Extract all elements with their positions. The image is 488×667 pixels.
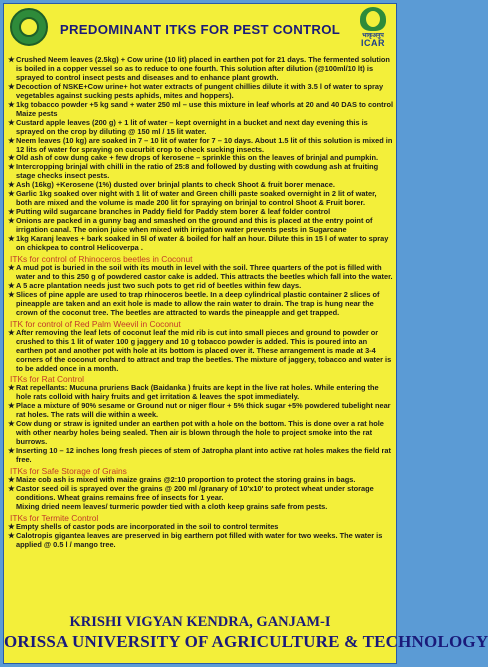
list-item-text: Rat repellants: Mucuna pruriens Back (Baidanka ) fruits are kept in the live rat holes. While entering the hole rats colloid with hairy fruits and get irritation & leaves the spot immediately. — [16, 383, 379, 402]
list-item-text: Onions are packed in a gunny bag and smashed on the ground and this is placed at the entry point of irrigation canal. The onion juice when mixed with irrigation water prevents pests in Sugarcane — [16, 216, 373, 235]
list-item — [8, 101, 394, 119]
section-heading: ITK for control of Red Palm Weevil in Coconut — [10, 318, 181, 329]
icar-text: ICAR — [361, 38, 385, 48]
list-item — [8, 264, 394, 282]
list-item-text: Garlic 1kg soaked over night with 1 lit of water and Green chilli paste soaked overnight in 2 lit of water, both are mixed and the volume is made 200 lit for spraying on brinjal to control Shoot & Fruit borer. — [16, 189, 377, 208]
list-item-text: A mud pot is buried in the soil with its mouth in level with the soil. Three quarters of the pot is filled with water and to this 250 g of powdered castor cake is added. This attracts the beetles which fall into the water. — [16, 262, 393, 281]
header — [4, 4, 396, 58]
list-item-text: Ash (16kg) +Kerosene (1%) dusted over brinjal plants to check Shoot & fruit borer menace. — [16, 180, 335, 190]
star-bullet-icon: ★ — [8, 289, 15, 299]
list-item — [8, 329, 394, 374]
star-bullet-icon: ★ — [8, 189, 15, 199]
star-bullet-icon: ★ — [8, 153, 15, 163]
seal-inner — [19, 17, 39, 37]
footer-university-name: ORISSA UNIVERSITY OF AGRICULTURE & TECHNOLOGY — [4, 632, 488, 651]
list-item — [8, 384, 394, 402]
star-bullet-icon: ★ — [8, 446, 15, 456]
list-item — [8, 532, 394, 550]
star-bullet-icon: ★ — [8, 530, 15, 540]
list-item-text: Neem leaves (10 kg) are soaked in 7 – 10 lit of water for 7 – 10 days. About 1.5 lit of this solution is mixed in 12 lits of water for spraying on cucurbit crop to check sucking insects. — [16, 135, 393, 154]
icar-hindi-text: भाकृअनुप — [362, 33, 384, 39]
star-bullet-icon: ★ — [8, 383, 15, 393]
star-bullet-icon: ★ — [8, 262, 15, 272]
list-item-text: Castor seed oil is sprayed over the grains @ 200 ml /granary of 10'x10' to protect wheat under storage conditions. Wheat grains remains free of insects for 1 year. Mixing dried neem leaves/ turmeric powder tied with a cloth keep grains safe from pests. — [16, 483, 374, 511]
section-heading: ITKs for Termite Control — [10, 512, 99, 523]
star-bullet-icon: ★ — [8, 207, 15, 217]
list-item — [8, 447, 394, 465]
list-item-text: Inserting 10 – 12 inches long fresh pieces of stem of Jatropha plant into active rat holes makes the field rat free. — [16, 446, 391, 465]
star-bullet-icon: ★ — [8, 327, 15, 337]
list-item-text: Putting wild sugarcane branches in Paddy field for Paddy stem borer & leaf folder control — [16, 207, 331, 217]
list-item-text: Custard apple leaves (200 g) + 1 lit of water – kept overnight in a bucket and next day evening this is sprayed on the crop by diluting @ 150 ml / 15 lit water. — [16, 117, 368, 136]
list-item-text: Slices of pine apple are used to trap rhinoceros beetle. In a deep cylindrical plastic container 2 slices of pineapple are taken and an exit hole is made to allow the rain water to drain. The trap is hung near the crown of the coconut tree. The beetles are attracted to wards the pineapple and get trapped. — [16, 289, 380, 317]
star-bullet-icon: ★ — [8, 81, 15, 91]
star-bullet-icon: ★ — [8, 234, 15, 244]
itk-content — [8, 56, 394, 550]
star-bullet-icon: ★ — [8, 55, 15, 64]
list-item — [8, 83, 394, 101]
list-item — [8, 163, 394, 181]
star-bullet-icon: ★ — [8, 280, 15, 290]
poster-panel — [3, 3, 488, 664]
list-item-text: Place a mixture of 90% sesame or Ground nut or niger flour + 5% thick sugar +5% powdered tubelight near rat holes. The rats will die within a week. — [16, 401, 391, 420]
list-item-text: Calotropis gigantea leaves are preserved in big earthern pot filled with water for two weeks. The water is applied @ 0.5 l / mango tree. — [16, 530, 383, 549]
list-item — [8, 485, 394, 512]
list-item-text: Cow dung or straw is ignited under an earthen pot with a hole on the bottom. This is done over a rat hole with other nearby holes being sealed. Then air is blown through the hole to project smoke into the rat burrows. — [16, 419, 384, 447]
star-bullet-icon: ★ — [8, 475, 15, 485]
star-bullet-icon: ★ — [8, 483, 15, 493]
footer — [4, 613, 488, 663]
list-item — [8, 217, 394, 235]
list-item — [8, 56, 394, 83]
icar-leaf-inner — [366, 11, 380, 27]
star-bullet-icon: ★ — [8, 180, 15, 190]
list-item-text: Decoction of NSKE+Cow urine+ hot water extracts of pungent chillies dilute it with 3.5 l of water to spray vegetables against sucking pests aphids, mites and hoppers). — [16, 81, 384, 100]
page-title: PREDOMINANT ITKS FOR PEST CONTROL — [59, 22, 341, 37]
footer-kvk-name: KRISHI VIGYAN KENDRA, GANJAM-I — [69, 614, 331, 630]
list-item-text: After removing the leaf lets of coconut leaf the mid rib is cut into small pieces and ground to powder or crushed to this 1 lit of water 100 g jaggery and 10 g tobacco powder is added. This is poured into an earthen pot and another pot with hole at its bottom is placed over it. These arrangement is made at 3-4 corners of the coconut orchard to attract and trap the beetles. The mixture of jaggery, tobacco and water is to be added once in a month. — [16, 327, 392, 373]
list-item-text: Maize cob ash is mixed with maize grains @2:10 proportion to protect the storing grains in bags. — [16, 475, 356, 485]
list-item-text: Crushed Neem leaves (2.5kg) + Cow urine (10 lit) placed in earthen pot for 21 days. The fermented solution is boiled in a copper vessel so as to reduce to one fourth. This solution after dilution (@100ml/10 lt) is sprayed to control insect pests and diseases and to enhance plant growth. — [16, 55, 390, 82]
university-seal-icon — [10, 8, 48, 46]
list-item — [8, 402, 394, 420]
list-item-text: Empty shells of castor pods are incorporated in the soil to control termites — [16, 521, 279, 531]
section-heading: ITKs for Rat Control — [10, 374, 85, 385]
list-item-text: Old ash of cow dung cake + few drops of kerosene – sprinkle this on the leaves of brinjal and pumpkin. — [16, 153, 379, 163]
list-item — [8, 291, 394, 318]
star-bullet-icon: ★ — [8, 521, 15, 531]
list-item — [8, 235, 394, 253]
list-item — [8, 420, 394, 447]
star-bullet-icon: ★ — [8, 419, 15, 429]
list-item — [8, 137, 394, 155]
star-bullet-icon: ★ — [8, 135, 15, 145]
list-item-text: 1kg Karanj leaves + bark soaked in 5l of water & boiled for half an hour. Dilute this in 15 l of water to spray on chickpea to control Helicoverpa . — [16, 234, 389, 253]
star-bullet-icon: ★ — [8, 216, 15, 226]
star-bullet-icon: ★ — [8, 117, 15, 127]
section-heading: ITKs for control of Rhinoceros beetles in Coconut — [10, 253, 193, 264]
list-item — [8, 119, 394, 137]
icar-logo — [356, 7, 390, 51]
list-item — [8, 190, 394, 208]
list-item-text: 1kg tobacco powder +5 kg sand + water 250 ml – use this mixture in leaf whorls at 20 and 40 DAS to control Maize pests — [16, 99, 394, 118]
list-item-text: Intercropping brinjal with chilli in the ratio of 25:8 and followed by dusting with cowdung ash at fruiting stage checks insect pests. — [16, 162, 379, 181]
star-bullet-icon: ★ — [8, 99, 15, 109]
star-bullet-icon: ★ — [8, 162, 15, 172]
list-item-text: A 5 acre plantation needs just two such pots to get rid of beetles within few days. — [16, 280, 302, 290]
section-heading: ITKs for Safe Storage of Grains — [10, 466, 127, 477]
star-bullet-icon: ★ — [8, 401, 15, 411]
